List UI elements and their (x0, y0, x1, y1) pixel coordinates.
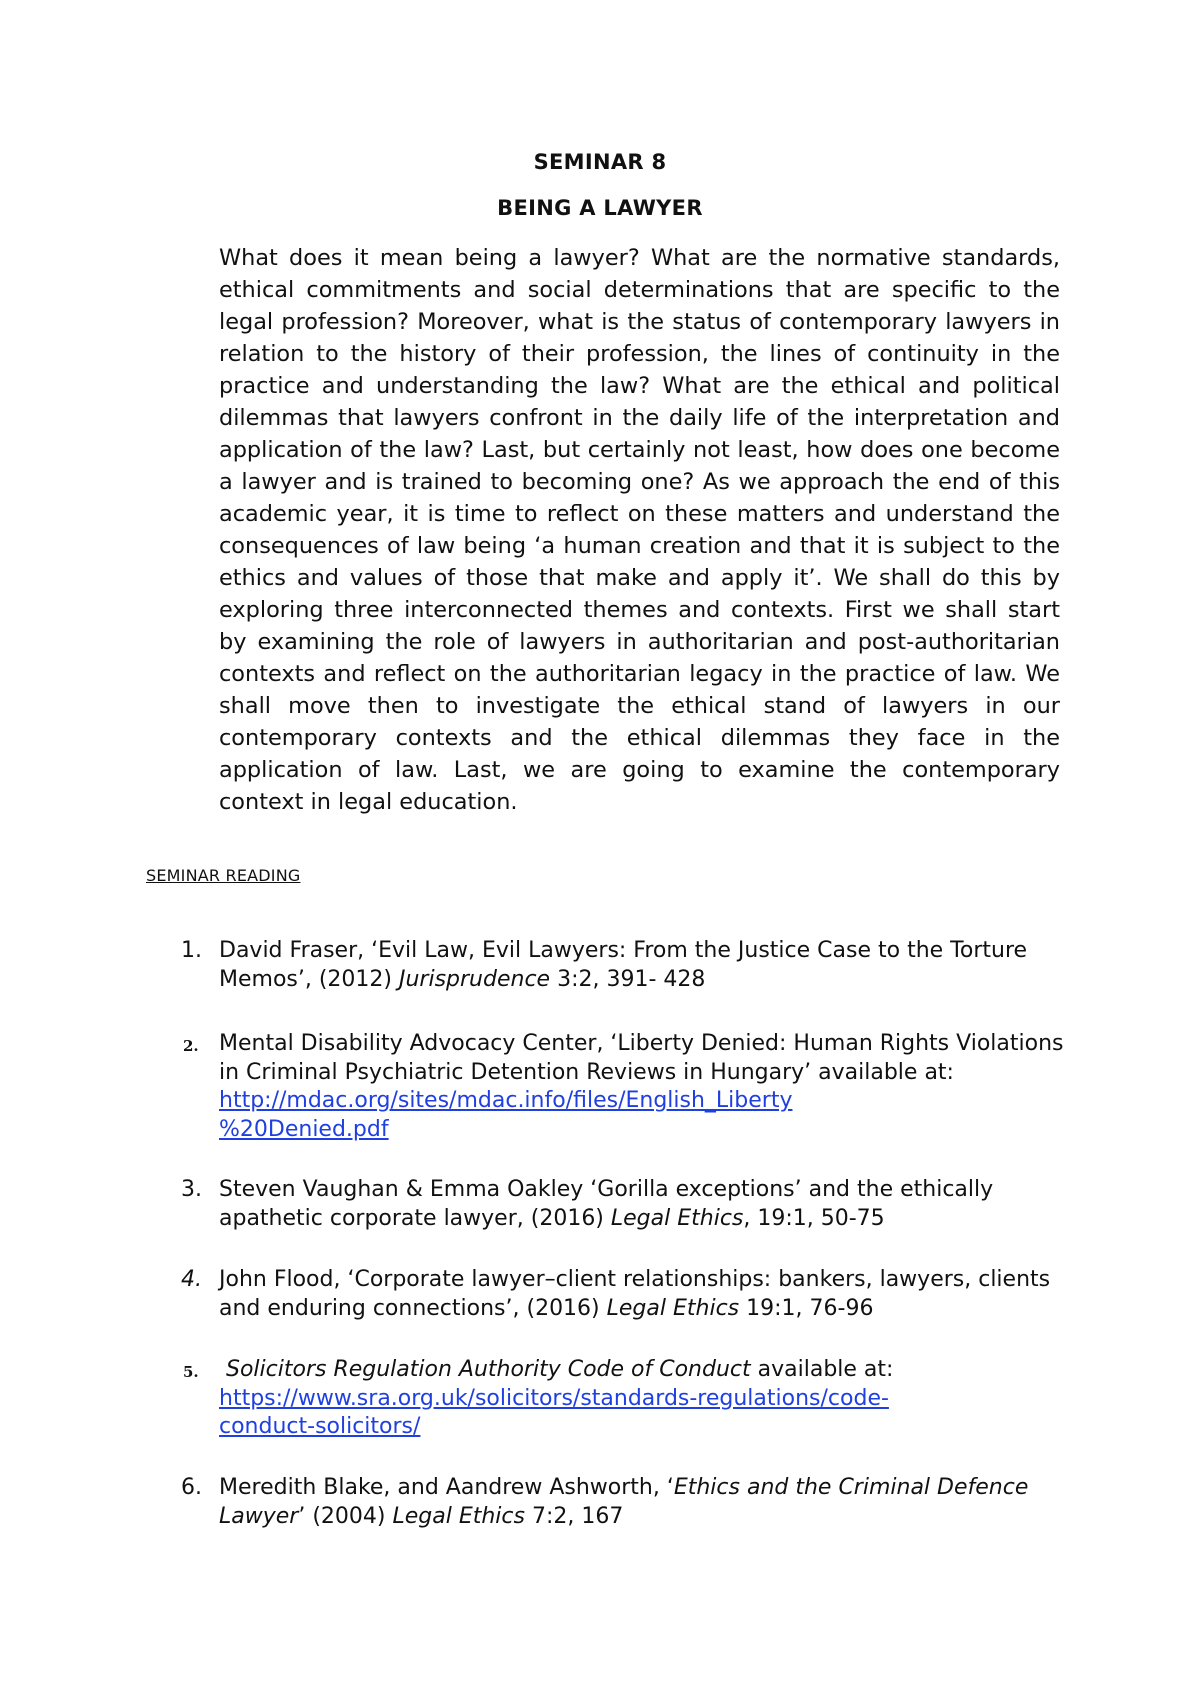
reading-number: 4. (181, 1267, 202, 1292)
reading-citation: , 19:1, 50-75 (743, 1205, 885, 1231)
reading-number: 6. (181, 1475, 202, 1500)
reading-item-2 (183, 1030, 1069, 1144)
reading-title: Ethics and the Criminal Defence Lawyer (219, 1475, 1029, 1529)
reading-text: Steven Vaughan & Emma Oakley ‘Gorilla exceptions’ and the ethically apathetic corporate lawyer, (2016) (219, 1177, 994, 1231)
reading-text: John Flood, ‘Corporate lawyer–client relationships: bankers, lawyers, clients and enduring connections’, (2016) (219, 1267, 1051, 1321)
reading-link-continued[interactable]: %20Denied.pdf (219, 1116, 389, 1142)
reading-link[interactable]: https://www.sra.org.uk/solicitors/standards-regulations/code- (219, 1385, 889, 1411)
reading-item-6 (181, 1474, 1069, 1531)
seminar-title: SEMINAR 8 (533, 150, 667, 174)
seminar-subtitle: BEING A LAWYER (497, 196, 703, 220)
reading-citation: 3:2, 391- 428 (550, 966, 706, 992)
reading-journal: Legal Ethics (606, 1295, 740, 1321)
reading-journal: Legal Ethics (392, 1503, 525, 1529)
reading-number: 5. (183, 1363, 199, 1381)
reading-journal: Jurisprudence (399, 966, 551, 992)
reading-item-1 (181, 937, 1069, 994)
intro-paragraph: What does it mean being a lawyer? What are the normative standards, ethical commitments and social determinations that are specific to the legal profession? Moreover, what is the status of contemporary lawyers in relation to the history of their profession, the lines of continuity in the practice and understanding the law? What are the ethical and political dilemmas that lawyers confront in the daily life of the interpretation and application of the law? Last, but certainly not least, how does one become a lawyer and is trained to becoming one? As we approach the end of this academic year, it is time to reflect on these matters and understand the consequences of law being ‘a human creation and that it is subject to the ethics and values of those that make and apply it’. We shall do this by exploring three interconnected themes and contexts. First we shall start by examining the role of lawyers in authoritarian and post-authoritarian contexts and reflect on the authoritarian legacy in the practice of law. We shall move then to investigate the ethical stand of lawyers in our contemporary contexts and the ethical dilemmas they face in the application of law. Last, we are going to examine the contemporary context in legal education. (219, 245, 1060, 815)
reading-item-5 (183, 1356, 1069, 1442)
reading-link[interactable]: http://mdac.org/sites/mdac.info/files/English_Liberty (219, 1088, 793, 1113)
reading-citation: 19:1, 76-96 (739, 1295, 874, 1321)
reading-text: Mental Disability Advocacy Center, ‘Liberty Denied: Human Rights Violations in Criminal Psychiatric Detention Reviews in Hungary’ available at: (219, 1031, 1064, 1085)
reading-text: David Fraser, ‘Evil Law, Evil Lawyers: From the Justice Case to the Torture Memos’, (2012) (219, 938, 1028, 992)
reading-journal: Legal Ethics (610, 1205, 744, 1231)
reading-text-mid: ’ (2004) (298, 1503, 393, 1529)
reading-item-4 (181, 1266, 1069, 1323)
reading-citation: 7:2, 167 (524, 1503, 624, 1529)
reading-link-continued[interactable]: conduct-solicitors/ (219, 1414, 421, 1439)
reading-text: Meredith Blake, and Aandrew Ashworth, ‘ (219, 1475, 674, 1500)
reading-number: 2. (183, 1037, 199, 1055)
seminar-reading-heading: SEMINAR READING (146, 866, 301, 885)
reading-number: 3. (181, 1177, 202, 1202)
reading-item-3 (181, 1176, 1069, 1233)
reading-number: 1. (181, 938, 202, 963)
reading-text: available at: (750, 1357, 894, 1382)
reading-title: Solicitors Regulation Authority Code of Conduct (226, 1357, 751, 1382)
